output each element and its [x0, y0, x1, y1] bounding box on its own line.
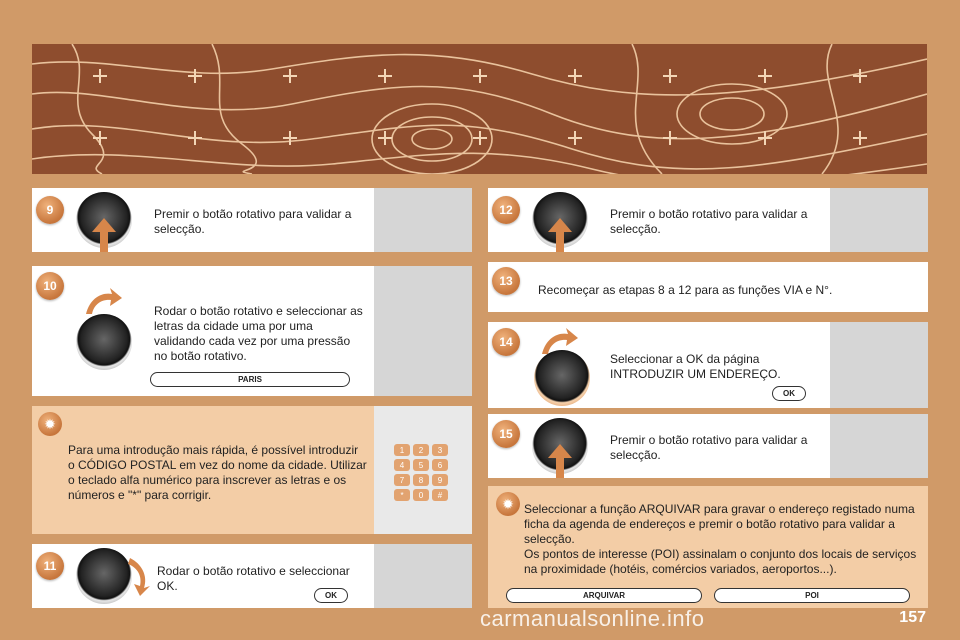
press-arrow-icon — [546, 444, 574, 478]
radio-panel-illustration — [830, 322, 928, 408]
step-number-badge: 15 — [492, 420, 520, 448]
step-number-badge: 9 — [36, 196, 64, 224]
radio-panel-illustration — [374, 544, 472, 608]
keypad-key[interactable]: 5 — [413, 459, 429, 471]
step-14-text: Seleccionar a OK da página INTRODUZIR UM ENDEREÇO. — [610, 352, 781, 381]
rotary-knob-icon[interactable] — [76, 548, 132, 604]
step-number-badge: 10 — [36, 272, 64, 300]
radio-panel-illustration — [830, 188, 928, 252]
rotate-arrow-icon — [82, 286, 122, 316]
step-9-text: Premir o botão rotativo para validar a selecção. — [154, 207, 352, 236]
page-number: 157 — [899, 609, 926, 626]
keypad-key[interactable]: 6 — [432, 459, 448, 471]
keypad-key[interactable]: * — [394, 489, 410, 501]
arquivar-pill[interactable]: ARQUIVAR — [506, 588, 702, 603]
tip-archive-card — [488, 486, 928, 608]
keypad-key[interactable]: 9 — [432, 474, 448, 486]
rotate-arrow-icon — [126, 556, 154, 596]
step-14-card — [488, 322, 928, 408]
keypad-key[interactable]: # — [432, 489, 448, 501]
step-11-card — [32, 544, 472, 608]
press-arrow-icon — [546, 218, 574, 252]
keypad-key[interactable]: 2 — [413, 444, 429, 456]
step-10-text: Rodar o botão rotativo e seleccionar as letras da cidade uma por uma validando cada vez por uma pressão no botão rotativo. — [154, 304, 363, 363]
step-number-badge: 14 — [492, 328, 520, 356]
step-13-card — [488, 262, 928, 312]
keypad-key[interactable]: 7 — [394, 474, 410, 486]
step-10-card — [32, 266, 472, 396]
press-arrow-icon — [90, 218, 118, 252]
rotary-knob-icon[interactable] — [76, 314, 132, 370]
keypad-key[interactable]: 4 — [394, 459, 410, 471]
lightbulb-icon: ✹ — [496, 492, 520, 516]
paris-pill[interactable]: PARIS — [150, 372, 350, 387]
poi-pill[interactable]: POI — [714, 588, 910, 603]
step-number-badge: 12 — [492, 196, 520, 224]
step-9-card — [32, 188, 472, 252]
alphanumeric-keypad — [394, 444, 450, 501]
tip-postal-code-text: Para uma introdução mais rápida, é possível introduzir o CÓDIGO POSTAL em vez do nome da cidade. Utilizar o teclado alfa numérico para inscrever as letras e os números e "*" para corrigir. — [68, 443, 367, 502]
keypad-key[interactable]: 1 — [394, 444, 410, 456]
ok-pill[interactable]: OK — [772, 386, 806, 401]
ok-pill[interactable]: OK — [314, 588, 348, 603]
watermark: carmanualsonline.info — [480, 606, 705, 631]
step-15-text: Premir o botão rotativo para validar a selecção. — [610, 433, 808, 462]
rotary-knob-icon[interactable] — [534, 350, 590, 406]
step-number-badge: 13 — [492, 267, 520, 295]
step-13-text: Recomeçar as etapas 8 a 12 para as funções VIA e N°. — [538, 283, 833, 297]
step-number-badge: 11 — [36, 552, 64, 580]
topographic-map-illustration — [32, 44, 927, 174]
step-11-text: Rodar o botão rotativo e seleccionar OK. — [157, 564, 350, 593]
tip-postal-code-card — [32, 406, 472, 534]
step-12-text: Premir o botão rotativo para validar a selecção. — [610, 207, 808, 236]
topographic-banner — [32, 44, 927, 174]
lightbulb-icon: ✹ — [38, 412, 62, 436]
radio-panel-illustration — [374, 188, 472, 252]
keypad-key[interactable]: 0 — [413, 489, 429, 501]
tip-archive-text: Seleccionar a função ARQUIVAR para gravar o endereço registado numa ficha da agenda de endereços e premir o botão rotativo para validar a selecção. Os pontos de interesse (POI) assinalam o conjunto dos locais de serviços na proximidade (hotéis, comércios variados, aeroportos...). — [524, 502, 917, 576]
step-12-card — [488, 188, 928, 252]
step-15-card — [488, 414, 928, 478]
radio-panel-illustration — [830, 414, 928, 478]
radio-panel-illustration — [374, 266, 472, 396]
keypad-illustration — [374, 406, 472, 534]
keypad-key[interactable]: 8 — [413, 474, 429, 486]
keypad-key[interactable]: 3 — [432, 444, 448, 456]
